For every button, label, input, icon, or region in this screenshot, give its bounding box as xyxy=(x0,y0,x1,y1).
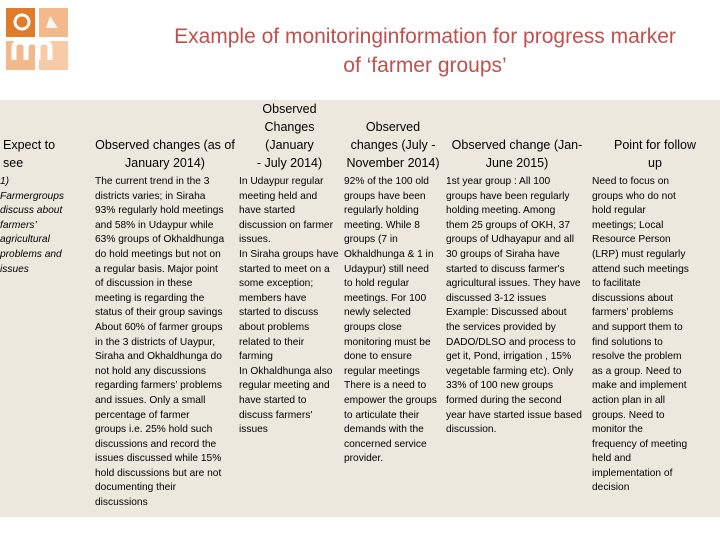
table-row xyxy=(0,175,720,517)
cell-observed-jan-jun-2015: 1st year group : All 100 groups have been regularly holding meeting. Among them 25 groups of OKH, 37 groups of Udhayapur and all 30 groups of Siraha have started to discuss farmer's agricultural issues. They have discussed 3-12 issues Example: Discussed about the services provided by DADO/DLSO and process to get it, Pond, irrigation , 15% vegetable farming etc). Only 33% of 100 new groups formed during the second year have started issue based discussion. xyxy=(446,176,582,436)
header-observed-jan-2014: Observed changes (as of January 2014) xyxy=(95,138,235,170)
header-observed-jan-jul-2014: Observed Changes (January - July 2014) xyxy=(256,102,323,170)
cell-expect-to-see: 1) Farmergroups discuss about farmers’ agricultural problems and issues xyxy=(0,176,64,275)
slide-title xyxy=(140,22,710,80)
monitoring-table xyxy=(0,100,720,517)
organization-logo xyxy=(6,8,68,70)
cell-follow-up: Need to focus on groups who do not hold regular meetings; Local Resource Person (LRP) must regularly attend such meetings to facilitate discussions about farmers' problems and support them to find solutions to resolve the problem as a group. Need to make and implement action plan in all groups. Need to monitor the frequency of meeting held and implementation of decision xyxy=(592,176,689,494)
slide-title-line-1: Example of monitoringinformation for progress marker xyxy=(174,25,676,48)
table-header-row xyxy=(0,100,720,175)
header-observed-jul-nov-2014: Observed changes (July - November 2014) xyxy=(346,120,440,170)
cell-observed-jan-jul-2014: In Udaypur regular meeting held and have started discussion on farmer issues. In Siraha groups have started to meet on a some exception; members have started to discuss about problems related to their farming In Okhaldhunga also regular meeting and have started to discuss farmers' issues xyxy=(239,176,339,436)
header-follow-up: Point for follow up xyxy=(614,138,696,170)
cell-observed-jan-2014: The current trend in the 3 districts varies; in Siraha 93% regularly hold meetings and 58% in Udaypur while 63% groups of Okhaldhunga do hold meetings but not on a regular basis. Major point of discussion in these meeting is regarding the status of their group savings About 60% of farmer groups in the 3 districts of Uaypur, Siraha and Okhaldhunga do not hold any discussions regarding farmers’ problems and issues. Only a small percentage of farmer groups i.e. 25% hold such discussions and record the issues discussed while 15% hold discussions but are not documenting their discussions xyxy=(95,176,225,509)
cell-observed-jul-nov-2014: 92% of the 100 old groups have been regularly holding meeting. While 8 groups (7 in Okhaldhunga & 1 in Udaypur) still need to hold regular meetings. For 100 newly selected groups close monitoring must be done to ensure regular meetings There is a need to empower the groups to articulate their demands with the concerned service provider. xyxy=(344,176,437,465)
slide-title-line-2: of ‘farmer groups’ xyxy=(343,54,507,77)
header-expect-to-see: Expect to see xyxy=(3,138,56,170)
header-observed-jan-jun-2015: Observed change (Jan- June 2015) xyxy=(451,138,583,170)
